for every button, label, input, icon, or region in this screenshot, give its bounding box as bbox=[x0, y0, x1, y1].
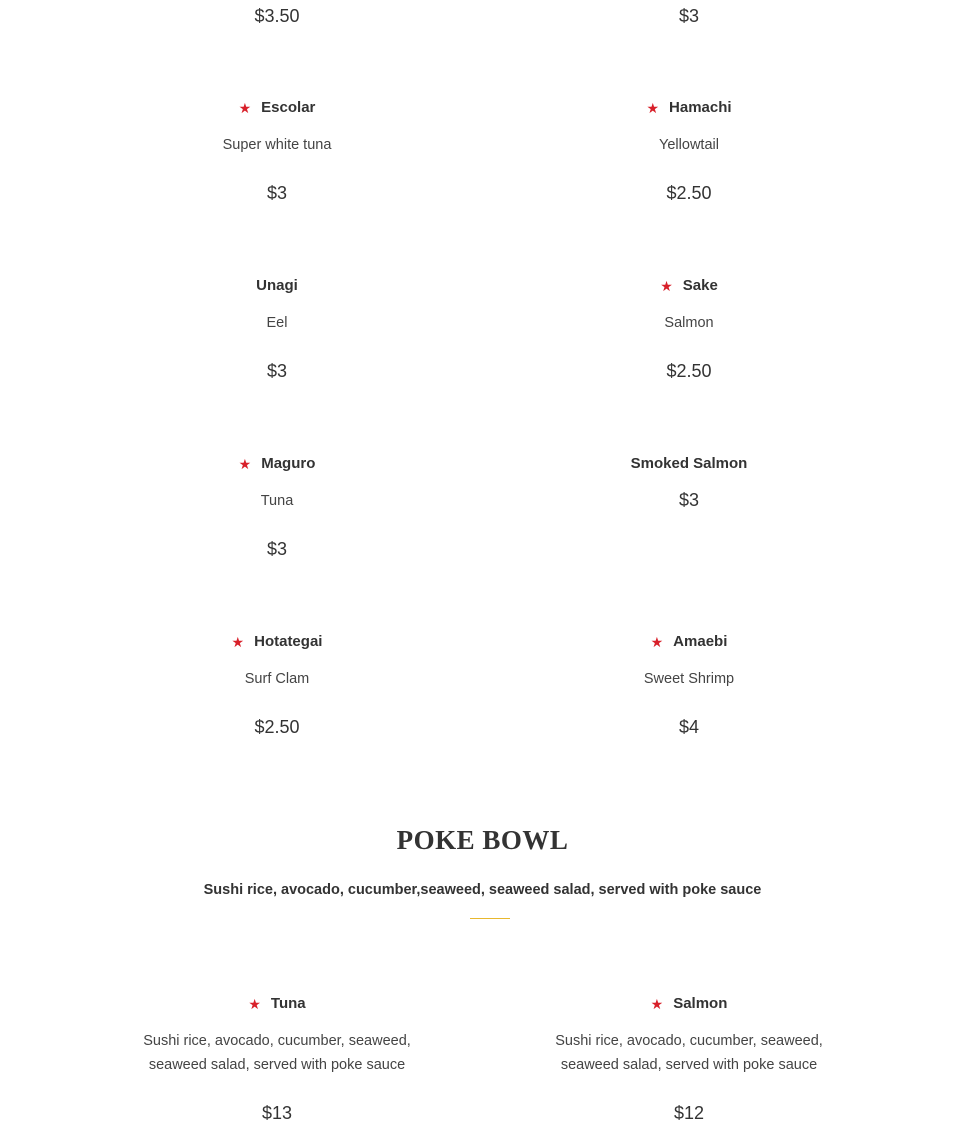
star-icon: ★ bbox=[660, 278, 673, 294]
menu-item-name bbox=[631, 454, 748, 474]
star-icon: ★ bbox=[650, 634, 664, 650]
menu-item-title: Salmon bbox=[673, 995, 728, 1012]
menu-item-price: $4 bbox=[678, 717, 700, 737]
star-icon: ★ bbox=[646, 100, 660, 116]
section-subtitle: Sushi rice, avocado, cucumber,seaweed, seaweed salad, served with poke sauce bbox=[203, 882, 762, 898]
star-icon: ★ bbox=[650, 996, 664, 1012]
menu-item-title: Amaebi bbox=[673, 633, 728, 650]
star-icon: ★ bbox=[238, 456, 252, 472]
menu-item-name bbox=[660, 276, 718, 296]
menu-item-poke-tuna bbox=[132, 994, 422, 1125]
menu-item-description: Sweet Shrimp bbox=[643, 671, 735, 687]
menu-item-name bbox=[646, 98, 731, 118]
menu-item-title: Hotategai bbox=[254, 633, 323, 650]
menu-item-name bbox=[544, 994, 834, 1014]
menu-item-hotategai bbox=[232, 632, 323, 739]
menu-item-title: Unagi bbox=[256, 277, 298, 294]
menu-item-price: $12 bbox=[673, 1103, 705, 1123]
menu-item-title: Smoked Salmon bbox=[630, 455, 748, 472]
menu-item-title: Sake bbox=[682, 277, 718, 294]
menu-item-description: Tuna bbox=[260, 493, 294, 509]
menu-item-description: Salmon bbox=[664, 315, 714, 331]
menu-item-unagi bbox=[256, 276, 298, 383]
menu-item-description: Sushi rice, avocado, cucumber, seaweed, seaweed salad, served with poke sauce bbox=[143, 1033, 411, 1073]
menu-item-name bbox=[239, 454, 316, 474]
menu-item-price: $13 bbox=[261, 1103, 293, 1123]
section-title: POKE BOWL bbox=[396, 825, 569, 855]
menu-item-price: $3 bbox=[266, 539, 288, 559]
menu-item-amaebi bbox=[644, 632, 734, 739]
menu-item-name bbox=[232, 632, 323, 652]
menu-item-price: $3 bbox=[678, 490, 700, 510]
menu-item-name bbox=[644, 632, 734, 652]
menu-item-maguro bbox=[239, 454, 316, 561]
menu-item-poke-salmon bbox=[544, 994, 834, 1125]
menu-item-price: $3 bbox=[678, 6, 700, 26]
menu-item-price: $2.50 bbox=[254, 717, 300, 737]
star-icon: ★ bbox=[238, 100, 252, 116]
menu-item-description: Surf Clam bbox=[244, 671, 310, 687]
menu-item-description: Eel bbox=[266, 315, 288, 331]
star-icon: ★ bbox=[248, 996, 261, 1012]
menu-item-escolar bbox=[223, 98, 332, 205]
menu-item-title: Tuna bbox=[270, 995, 306, 1012]
menu-item-name bbox=[256, 276, 298, 296]
section-divider bbox=[470, 918, 510, 919]
star-icon: ★ bbox=[231, 634, 245, 650]
menu-item-price: $3.50 bbox=[254, 6, 300, 26]
menu-item-price: $3 bbox=[266, 361, 288, 381]
menu-item-price: $3 bbox=[266, 183, 288, 203]
menu-item-description: Sushi rice, avocado, cucumber, seaweed, seaweed salad, served with poke sauce bbox=[555, 1033, 823, 1073]
menu-item-description: Yellowtail bbox=[659, 137, 719, 153]
menu-item-title: Hamachi bbox=[669, 99, 732, 116]
menu-item-title: Escolar bbox=[261, 99, 316, 116]
menu-item-name bbox=[132, 994, 422, 1014]
menu-item-title: Maguro bbox=[261, 455, 316, 472]
menu-item-name bbox=[223, 98, 332, 118]
menu-item-sake bbox=[660, 276, 718, 383]
menu-item-description: Super white tuna bbox=[222, 137, 332, 153]
menu-item-hamachi bbox=[646, 98, 731, 205]
menu-item-smoked-salmon bbox=[631, 454, 748, 512]
menu-item-price: $2.50 bbox=[666, 183, 712, 203]
menu-item-price: $2.50 bbox=[666, 361, 712, 381]
